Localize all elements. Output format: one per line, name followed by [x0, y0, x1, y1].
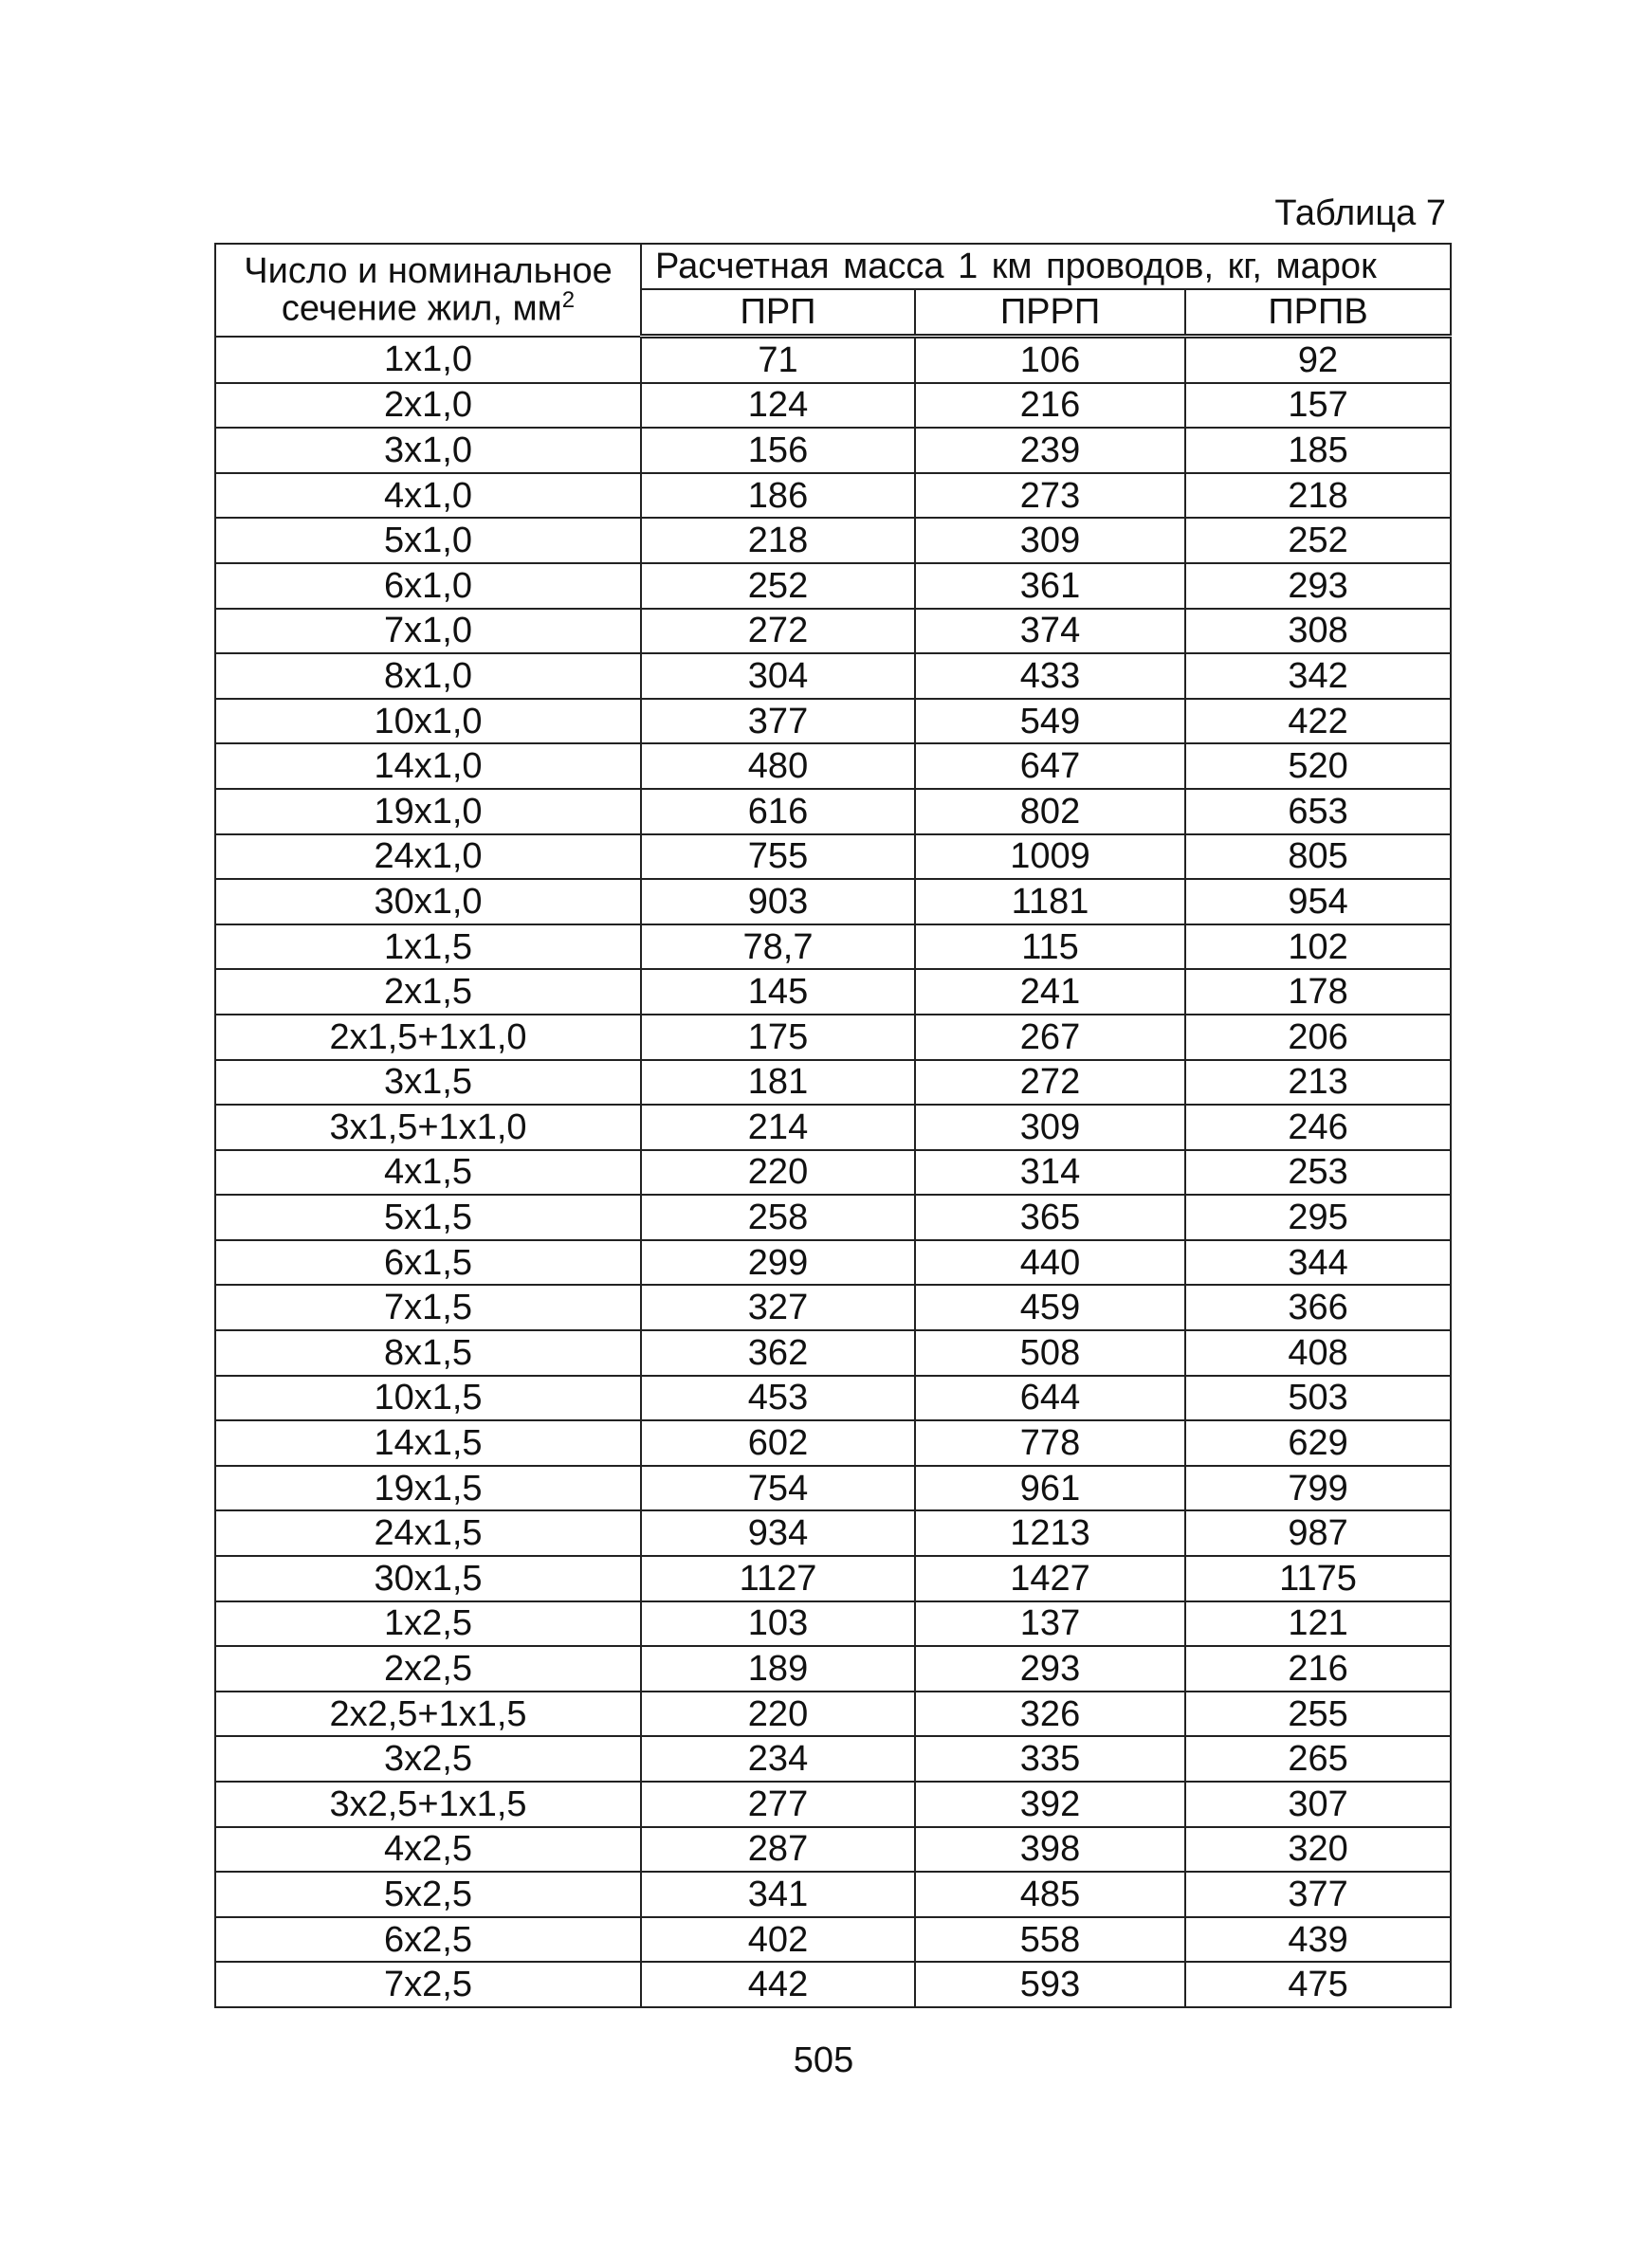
cell-prp: 145 [641, 969, 915, 1015]
cell-prrp: 647 [915, 743, 1185, 789]
cell-prrp: 433 [915, 653, 1185, 699]
cell-prp: 186 [641, 473, 915, 519]
cell-prp: 189 [641, 1646, 915, 1692]
table-row [215, 1466, 1451, 1511]
cell-prpv: 178 [1185, 969, 1451, 1015]
cell-section: 4x1,5 [215, 1150, 641, 1196]
cell-prrp: 485 [915, 1872, 1185, 1917]
cell-prrp: 241 [915, 969, 1185, 1015]
cell-prp: 272 [641, 609, 915, 654]
cell-prpv: 799 [1185, 1466, 1451, 1511]
cell-prrp: 398 [915, 1827, 1185, 1873]
cell-prp: 258 [641, 1195, 915, 1240]
header-mass-group: Расчетная масса 1 км проводов, кг, марок [641, 244, 1451, 289]
cell-section: 2x2,5 [215, 1646, 641, 1692]
cell-section: 3x1,5+1x1,0 [215, 1105, 641, 1150]
cell-prrp: 273 [915, 473, 1185, 519]
cell-prp: 903 [641, 879, 915, 924]
table-row [215, 879, 1451, 924]
table-header [215, 244, 1451, 337]
cell-prrp: 1213 [915, 1510, 1185, 1556]
cell-prpv: 366 [1185, 1285, 1451, 1330]
cell-prp: 218 [641, 518, 915, 563]
cell-prp: 362 [641, 1330, 915, 1376]
cell-prp: 78,7 [641, 924, 915, 970]
cell-prpv: 377 [1185, 1872, 1451, 1917]
cell-section: 19x1,5 [215, 1466, 641, 1511]
cell-prrp: 778 [915, 1420, 1185, 1466]
table-row [215, 1150, 1451, 1196]
table-row [215, 1917, 1451, 1963]
cell-section: 24x1,0 [215, 834, 641, 880]
table-row [215, 1646, 1451, 1692]
cell-prrp: 106 [915, 337, 1185, 383]
cell-prrp: 137 [915, 1601, 1185, 1647]
table-row [215, 428, 1451, 473]
cell-prpv: 342 [1185, 653, 1451, 699]
cell-section: 3x1,5 [215, 1060, 641, 1106]
cell-prrp: 593 [915, 1962, 1185, 2007]
page-number: 505 [793, 2040, 854, 2080]
table-row [215, 1060, 1451, 1106]
table-row [215, 1105, 1451, 1150]
table-row [215, 1420, 1451, 1466]
cell-section: 2x1,0 [215, 383, 641, 429]
cell-section: 4x1,0 [215, 473, 641, 519]
cell-prp: 175 [641, 1015, 915, 1060]
cell-section: 3x1,0 [215, 428, 641, 473]
cell-section: 10x1,0 [215, 699, 641, 744]
cell-section: 8x1,5 [215, 1330, 641, 1376]
cell-prp: 103 [641, 1601, 915, 1647]
cell-prp: 304 [641, 653, 915, 699]
cell-prp: 156 [641, 428, 915, 473]
cell-section: 7x1,0 [215, 609, 641, 654]
cell-prpv: 255 [1185, 1692, 1451, 1737]
cell-prpv: 954 [1185, 879, 1451, 924]
header-section-column [215, 244, 641, 337]
cell-prpv: 121 [1185, 1601, 1451, 1647]
table-row [215, 1195, 1451, 1240]
cell-section: 1x1,0 [215, 337, 641, 383]
cell-prp: 124 [641, 383, 915, 429]
cell-prrp: 802 [915, 789, 1185, 834]
cell-prp: 377 [641, 699, 915, 744]
cell-prrp: 459 [915, 1285, 1185, 1330]
cell-prp: 754 [641, 1466, 915, 1511]
cell-prrp: 326 [915, 1692, 1185, 1737]
cell-prrp: 392 [915, 1782, 1185, 1827]
cell-prpv: 653 [1185, 789, 1451, 834]
table-row [215, 1782, 1451, 1827]
cell-prpv: 218 [1185, 473, 1451, 519]
cell-prrp: 1427 [915, 1556, 1185, 1601]
header-brand-prrp: ПРРП [915, 289, 1185, 337]
cell-section: 5x2,5 [215, 1872, 641, 1917]
cell-section: 5x1,0 [215, 518, 641, 563]
wire-mass-table [214, 243, 1452, 2008]
cell-section: 1x2,5 [215, 1601, 641, 1647]
cell-prpv: 265 [1185, 1736, 1451, 1782]
table-row [215, 1015, 1451, 1060]
table-row [215, 1736, 1451, 1782]
cell-prpv: 185 [1185, 428, 1451, 473]
cell-prrp: 440 [915, 1240, 1185, 1286]
cell-prrp: 1181 [915, 879, 1185, 924]
cell-prpv: 246 [1185, 1105, 1451, 1150]
cell-prp: 220 [641, 1692, 915, 1737]
cell-prpv: 805 [1185, 834, 1451, 880]
cell-prpv: 213 [1185, 1060, 1451, 1106]
cell-prrp: 309 [915, 518, 1185, 563]
cell-section: 6x1,0 [215, 563, 641, 609]
cell-section: 3x2,5+1x1,5 [215, 1782, 641, 1827]
cell-prp: 1127 [641, 1556, 915, 1601]
table-row [215, 1872, 1451, 1917]
table-row [215, 743, 1451, 789]
cell-prrp: 267 [915, 1015, 1185, 1060]
cell-prpv: 344 [1185, 1240, 1451, 1286]
cell-section: 10x1,5 [215, 1376, 641, 1421]
table-caption: Таблица 7 [1274, 193, 1446, 233]
cell-prrp: 216 [915, 383, 1185, 429]
header-section-sup: 2 [561, 286, 576, 313]
cell-prpv: 307 [1185, 1782, 1451, 1827]
cell-section: 24x1,5 [215, 1510, 641, 1556]
cell-prpv: 408 [1185, 1330, 1451, 1376]
cell-prpv: 293 [1185, 563, 1451, 609]
cell-prp: 252 [641, 563, 915, 609]
cell-section: 19x1,0 [215, 789, 641, 834]
cell-prpv: 295 [1185, 1195, 1451, 1240]
cell-prp: 402 [641, 1917, 915, 1963]
cell-section: 7x2,5 [215, 1962, 641, 2007]
table-row [215, 1510, 1451, 1556]
cell-prpv: 308 [1185, 609, 1451, 654]
table-row [215, 1240, 1451, 1286]
table-row [215, 518, 1451, 563]
table-row [215, 337, 1451, 383]
cell-prrp: 558 [915, 1917, 1185, 1963]
table-row [215, 924, 1451, 970]
table-row [215, 1827, 1451, 1873]
cell-prrp: 961 [915, 1466, 1185, 1511]
cell-prpv: 503 [1185, 1376, 1451, 1421]
cell-prrp: 549 [915, 699, 1185, 744]
cell-prrp: 1009 [915, 834, 1185, 880]
cell-section: 14x1,5 [215, 1420, 641, 1466]
cell-section: 6x1,5 [215, 1240, 641, 1286]
cell-prpv: 987 [1185, 1510, 1451, 1556]
cell-prp: 181 [641, 1060, 915, 1106]
cell-prrp: 239 [915, 428, 1185, 473]
cell-prp: 934 [641, 1510, 915, 1556]
cell-prpv: 629 [1185, 1420, 1451, 1466]
cell-prrp: 309 [915, 1105, 1185, 1150]
cell-prrp: 272 [915, 1060, 1185, 1106]
cell-section: 8x1,0 [215, 653, 641, 699]
cell-section: 3x2,5 [215, 1736, 641, 1782]
cell-prrp: 115 [915, 924, 1185, 970]
cell-prrp: 314 [915, 1150, 1185, 1196]
cell-prrp: 361 [915, 563, 1185, 609]
cell-prrp: 508 [915, 1330, 1185, 1376]
cell-prrp: 335 [915, 1736, 1185, 1782]
cell-prrp: 365 [915, 1195, 1185, 1240]
cell-prpv: 102 [1185, 924, 1451, 970]
cell-section: 6x2,5 [215, 1917, 641, 1963]
table-row [215, 1962, 1451, 2007]
table-body [215, 337, 1451, 2007]
cell-section: 2x1,5+1x1,0 [215, 1015, 641, 1060]
cell-prpv: 475 [1185, 1962, 1451, 2007]
table-row [215, 1601, 1451, 1647]
cell-prrp: 293 [915, 1646, 1185, 1692]
cell-prp: 287 [641, 1827, 915, 1873]
cell-section: 4x2,5 [215, 1827, 641, 1873]
table-row [215, 969, 1451, 1015]
table-row [215, 473, 1451, 519]
cell-prp: 220 [641, 1150, 915, 1196]
cell-prpv: 320 [1185, 1827, 1451, 1873]
cell-prp: 277 [641, 1782, 915, 1827]
header-brand-prp: ПРП [641, 289, 915, 337]
cell-section: 2x1,5 [215, 969, 641, 1015]
table-row [215, 1556, 1451, 1601]
cell-prrp: 644 [915, 1376, 1185, 1421]
cell-prp: 71 [641, 337, 915, 383]
cell-section: 2x2,5+1x1,5 [215, 1692, 641, 1737]
header-section-line2: сечение жил, мм [281, 288, 562, 329]
cell-prpv: 439 [1185, 1917, 1451, 1963]
table-row [215, 1330, 1451, 1376]
cell-prp: 327 [641, 1285, 915, 1330]
cell-prpv: 1175 [1185, 1556, 1451, 1601]
table-row [215, 699, 1451, 744]
table-row [215, 789, 1451, 834]
header-brand-prpv: ПРПВ [1185, 289, 1451, 337]
cell-prp: 299 [641, 1240, 915, 1286]
cell-prp: 602 [641, 1420, 915, 1466]
table-row [215, 834, 1451, 880]
cell-prpv: 216 [1185, 1646, 1451, 1692]
cell-section: 5x1,5 [215, 1195, 641, 1240]
cell-prp: 214 [641, 1105, 915, 1150]
header-section-line1: Число и номинальное [244, 250, 613, 291]
table-row [215, 1692, 1451, 1737]
cell-prpv: 206 [1185, 1015, 1451, 1060]
cell-prp: 234 [641, 1736, 915, 1782]
cell-section: 7x1,5 [215, 1285, 641, 1330]
cell-section: 14x1,0 [215, 743, 641, 789]
cell-section: 30x1,5 [215, 1556, 641, 1601]
table-row [215, 1376, 1451, 1421]
cell-prpv: 252 [1185, 518, 1451, 563]
table-row [215, 563, 1451, 609]
cell-prrp: 374 [915, 609, 1185, 654]
table-row [215, 1285, 1451, 1330]
cell-prp: 616 [641, 789, 915, 834]
cell-section: 1x1,5 [215, 924, 641, 970]
cell-prp: 480 [641, 743, 915, 789]
cell-prp: 453 [641, 1376, 915, 1421]
cell-prp: 442 [641, 1962, 915, 2007]
table-row [215, 609, 1451, 654]
cell-prp: 341 [641, 1872, 915, 1917]
cell-prp: 755 [641, 834, 915, 880]
cell-section: 30x1,0 [215, 879, 641, 924]
table-row [215, 383, 1451, 429]
cell-prpv: 92 [1185, 337, 1451, 383]
cell-prpv: 520 [1185, 743, 1451, 789]
cell-prpv: 253 [1185, 1150, 1451, 1196]
cell-prpv: 157 [1185, 383, 1451, 429]
cell-prpv: 422 [1185, 699, 1451, 744]
table-row [215, 653, 1451, 699]
